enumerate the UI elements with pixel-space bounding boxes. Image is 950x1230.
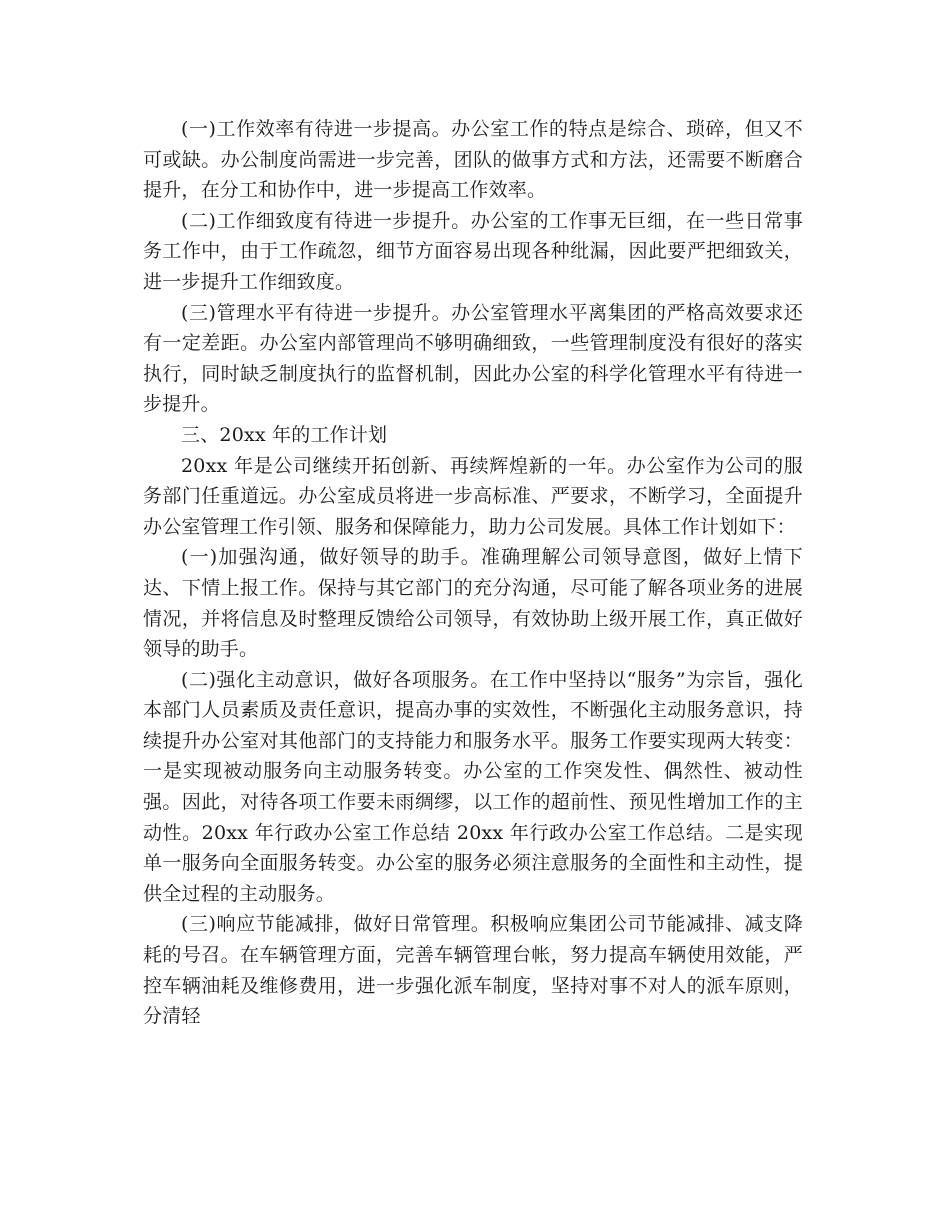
section-heading-work-plan: 三、20xx 年的工作计划 <box>181 423 388 446</box>
paragraph-energy-saving: (三)响应节能减排，做好日常管理。积极响应集团公司节能减排、减支降耗的号召。在车辆管理方面，完善车辆管理台帐，努力提高车辆使用效能，严控车辆油耗及维修费用，进一步强化派车制度，坚持对事不对人的派车原则，分清轻 <box>143 913 803 1028</box>
paragraph-service: (二)强化主动意识，做好各项服务。在工作中坚持以“服务”为宗旨，强化本部门人员素质及责任意识，提高办事的实效性，不断强化主动服务意识，持续提升办公室对其他部门的支持能力和服务水平。服务工作要实现两大转变：一是实现被动服务向主动服务转变。办公室的工作突发性、偶然性、被动性强。因此，对待各项工作要未雨绸缪，以工作的超前性、预见性增加工作的主动性。20xx 年行政办公室工作总结 20xx 年行政办公室工作总结。二是实现单一服务向全面服务转变。办公室的服务必须注意服务的全面性和主动性，提供全过程的主动服务。 <box>143 668 803 905</box>
paragraph-detail: (二)工作细致度有待进一步提升。办公室的工作事无巨细，在一些日常事务工作中，由于工作疏忽，细节方面容易出现各种纰漏，因此要严把细致关，进一步提升工作细致度。 <box>143 209 803 293</box>
paragraph-efficiency: (一)工作效率有待进一步提高。办公室工作的特点是综合、琐碎，但又不可或缺。办公制度尚需进一步完善，团队的做事方式和方法，还需要不断磨合提升，在分工和协作中，进一步提高工作效率。 <box>143 118 803 202</box>
paragraph-plan-intro: 20xx 年是公司继续开拓创新、再续辉煌新的一年。办公室作为公司的服务部门任重道远。办公室成员将进一步高标准、严要求，不断学习，全面提升办公室管理工作引领、服务和保障能力，助力公司发展。具体工作计划如下： <box>143 454 803 538</box>
paragraph-management: (三)管理水平有待进一步提升。办公室管理水平离集团的严格高效要求还有一定差距。办公室内部管理尚不够明确细致，一些管理制度没有很好的落实执行，同时缺乏制度执行的监督机制，因此办公室的科学化管理水平有待进一步提升。 <box>143 301 803 416</box>
paragraph-communication: (一)加强沟通，做好领导的助手。准确理解公司领导意图，做好上情下达、下情上报工作。保持与其它部门的充分沟通，尽可能了解各项业务的进展情况，并将信息及时整理反馈给公司领导，有效协助上级开展工作，真正做好领导的助手。 <box>143 546 803 661</box>
document-body <box>143 114 803 1032</box>
